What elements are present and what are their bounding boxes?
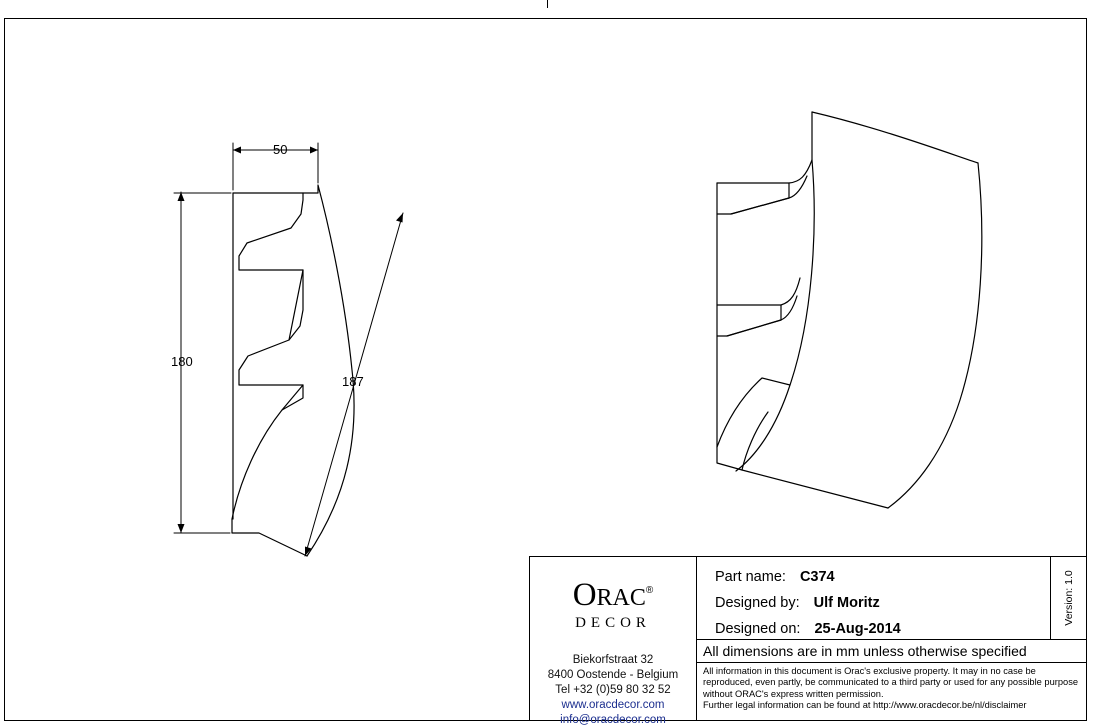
field-part-name-label: Part name: bbox=[715, 569, 786, 585]
field-designed-on bbox=[715, 621, 901, 637]
brand-subtitle: DECOR bbox=[575, 615, 651, 631]
field-designed-by-label: Designed by: bbox=[715, 595, 800, 611]
registered-trademark-icon: ® bbox=[645, 585, 654, 596]
field-designed-on-value: 25-Aug-2014 bbox=[814, 621, 901, 637]
address-website[interactable]: www.oracdecor.com bbox=[561, 699, 665, 711]
company-address bbox=[530, 653, 696, 726]
legal-notice: All information in this document is Orac's exclusive property. It may in no case be reproduced, even partly, be communicated to a third party or used for any possible purpose without ORAC's express written permission. Further legal information can be found at http://www.oracdecor.be/nl/disclaimer bbox=[703, 666, 1079, 711]
title-block-right bbox=[697, 557, 1087, 721]
dimension-label-187: 187 bbox=[342, 374, 364, 389]
company-logo-cell bbox=[530, 557, 697, 726]
profile-isometric-view bbox=[717, 112, 982, 508]
field-designed-on-label: Designed on: bbox=[715, 621, 801, 637]
units-note: All dimensions are in mm unless otherwise specified bbox=[697, 640, 1087, 663]
version-label: Version: 1.0 bbox=[1063, 570, 1075, 626]
profile-section-view bbox=[232, 185, 354, 556]
address-email[interactable]: info@oracdecor.com bbox=[560, 714, 666, 726]
address-line-1: Biekorfstraat 32 bbox=[572, 654, 654, 666]
field-part-name bbox=[715, 569, 835, 585]
version-cell bbox=[1051, 557, 1087, 640]
title-block bbox=[529, 556, 1087, 726]
field-designed-by-value: Ulf Moritz bbox=[813, 595, 880, 611]
field-part-name-value: C374 bbox=[799, 569, 835, 585]
brand-name: RAC bbox=[596, 585, 646, 611]
address-phone: Tel +32 (0)59 80 32 52 bbox=[555, 684, 671, 696]
field-designed-by bbox=[715, 595, 880, 611]
address-line-2: 8400 Oostende - Belgium bbox=[547, 669, 679, 681]
dimension-label-50: 50 bbox=[273, 142, 288, 157]
brand-initial: O bbox=[572, 577, 597, 613]
part-info-fields bbox=[697, 557, 1051, 640]
brand-logo bbox=[530, 579, 696, 631]
dimension-label-180: 180 bbox=[171, 354, 193, 369]
